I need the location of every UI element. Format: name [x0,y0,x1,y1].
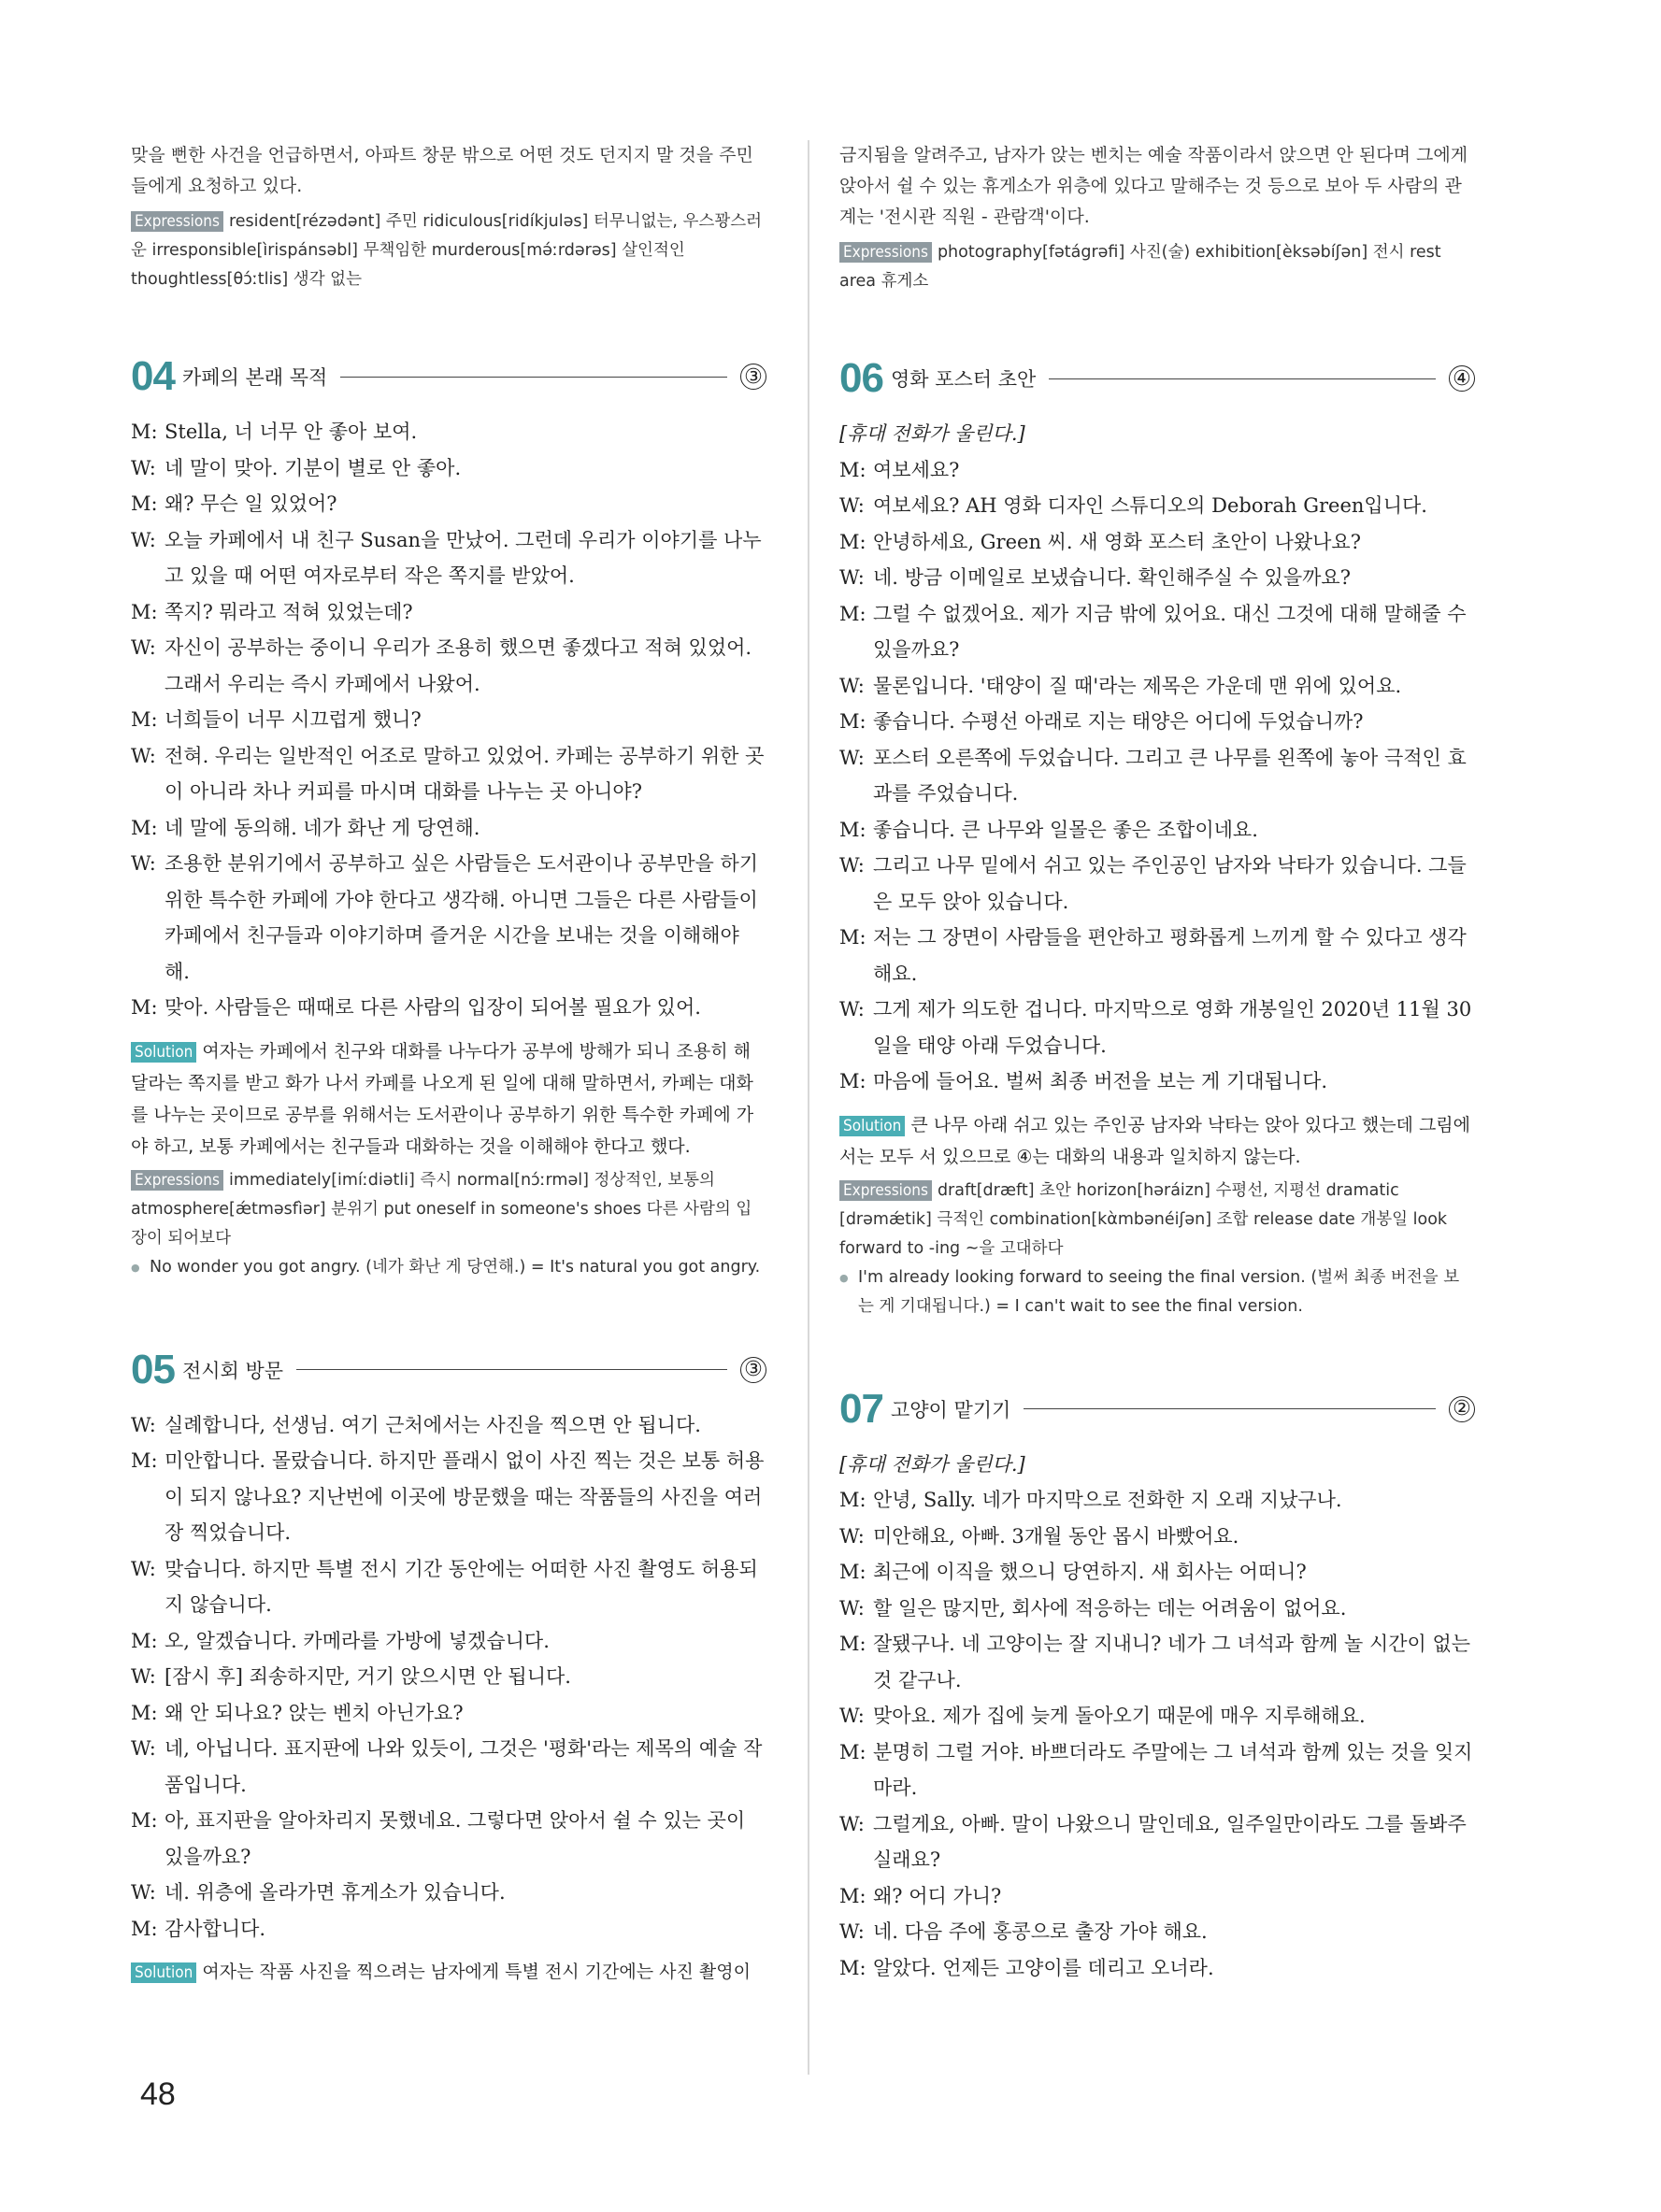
dialogue-line: W: 조용한 분위기에서 공부하고 싶은 사람들은 도서관이나 공부만을 하기 위한 특수한 카페에 가야 한다고 생각해. 아니면 그들은 다른 사람들이 카페에서 친구들과 이야기하며 즐거운 시간을 보내는 것을 이해해야 해. [131,852,759,983]
q04-rule [340,377,727,378]
q04-tip: ● No wonder you got angry. (네가 화난 게 당연해.) = It's natural you got angry. [131,1253,766,1282]
dialogue-line: M: 왜? 무슨 일 있었어? [131,492,337,515]
dialogue-line: W: 여보세요? AH 영화 디자인 스튜디오의 Deborah Green입니다. [839,494,1427,517]
dialogue-line: M: 저는 그 장면이 사람들을 편안하고 평화롭게 느끼게 할 수 있다고 생각해요. [839,926,1467,985]
dialogue-line: W: 실례합니다, 선생님. 여기 근처에서는 사진을 찍으면 안 됩니다. [131,1413,701,1436]
q07-number: 07 [839,1385,883,1432]
question-05 [131,1346,766,1989]
dialogue-line: M: 그럴 수 없겠어요. 제가 지금 밖에 있어요. 대신 그것에 대해 말해줄 수 있을까요? [839,602,1467,661]
q06-answer: ④ [1449,365,1475,392]
expressions-tag: Expressions [839,242,932,263]
dialogue-line: M: 미안합니다. 몰랐습니다. 하지만 플래시 없이 사진 찍는 것은 보통 허용이 되지 않나요? 지난번에 이곳에 방문했을 때는 작품들의 사진을 여러 장 찍었습니다. [131,1449,765,1544]
q06-solution: Solution 큰 나무 아래 쉬고 있는 주인공 남자와 낙타는 앉아 있다고 했는데 그림에서는 모두 서 있으므로 ④는 대화의 내용과 일치하지 않는다. [839,1114,1471,1167]
dialogue-line: M: 감사합니다. [131,1917,266,1940]
left-top-expressions [131,207,766,294]
q04-solution: Solution 여자는 카페에서 친구와 대화를 나누다가 공부에 방해가 되니 조용히 해 달라는 쪽지를 받고 화가 나서 카페를 나오게 된 일에 대해 말하면서, 카페는 대화를 나누는 곳이므로 공부를 위해서는 도서관이나 공부하기 위한 특수한 카페에 가야 하고, 보통 카페에서는 친구들과 대화하는 것을 이해해야 한다고 했다. [131,1040,754,1157]
dialogue-line: M: 쪽지? 뭐라고 적혀 있었는데? [131,600,413,623]
dialogue-line: M: 너희들이 너무 시끄럽게 했니? [131,708,422,731]
dialogue-line: W: 오늘 카페에서 내 친구 Susan을 만났어. 그런데 우리가 이야기를 나누고 있을 때 어떤 여자로부터 작은 쪽지를 받았어. [131,528,762,587]
dialogue-line: W: 미안해요, 아빠. 3개월 동안 몹시 바빴어요. [839,1524,1239,1548]
dialogue-line: W: 그리고 나무 밑에서 쉬고 있는 주인공인 남자와 낙타가 있습니다. 그들은 모두 앉아 있습니다. [839,854,1467,913]
expressions-tag: Expressions [131,1170,223,1191]
dialogue-line: M: 안녕하세요, Green 씨. 새 영화 포스터 초안이 나왔나요? [839,530,1361,553]
dialogue-line: M: 분명히 그럴 거야. 바쁘더라도 주말에는 그 녀석과 함께 있는 것을 잊지 마라. [839,1740,1473,1799]
dialogue-line: W: 네. 위층에 올라가면 휴게소가 있습니다. [131,1881,506,1904]
q06-expressions: Expressions draft[dræft] 초안 horizon[həráizn] 수평선, 지평선 dramatic [drəmǽtik] 극적인 combination[kὰmbənéiʃən] 조합 release date 개봉일 look forward to -ing ~을 고대하다 [839,1180,1448,1258]
q05-header [131,1346,766,1394]
dialogue-line: W: 맞습니다. 하지만 특별 전시 기간 동안에는 어떠한 사진 촬영도 허용되지 않습니다. [131,1557,758,1616]
q05-title: 전시회 방문 [181,1359,284,1382]
q04-header [131,352,766,401]
question-06 [839,354,1475,1321]
q07-rule [1024,1408,1436,1409]
dialogue-line: W: [잠시 후] 죄송하지만, 거기 앉으시면 안 됩니다. [131,1665,571,1688]
right-column [839,140,1475,1986]
q06-number: 06 [839,355,883,401]
right-top-explanation: 금지됨을 알려주고, 남자가 앉는 벤치는 예술 작품이라서 앉으면 안 된다며 그에게 앉아서 쉴 수 있는 휴게소가 위층에 있다고 말해주는 것 등으로 보아 두 사람의 관계는 '전시관 직원 - 관람객'이다. [839,145,1468,227]
q07-dialogue [839,1447,1475,1987]
q07-answer: ② [1449,1396,1475,1422]
dialogue-line: W: 전혀. 우리는 일반적인 어조로 말하고 있었어. 카페는 공부하기 위한 곳이 아니라 차나 커피를 마시며 대화를 나누는 곳 아니야? [131,744,765,803]
dialogue-line: M: 마음에 들어요. 벌써 최종 버전을 보는 게 기대됩니다. [839,1070,1328,1092]
q05-dialogue [131,1407,766,1948]
dialogue-line: M: 알았다. 언제든 고양이를 데리고 오너라. [839,1956,1214,1979]
q06-header [839,354,1475,403]
dialogue-line: M: 좋습니다. 큰 나무와 일몰은 좋은 조합이네요. [839,818,1258,841]
q07-title: 고양이 맡기기 [890,1398,1011,1421]
right-top-expressions: Expressions photography[fətágrəfi] 사진(술) exhibition[èksəbíʃən] 전시 rest area 휴게소 [839,243,1441,291]
dialogue-line: W: 그럴게요, 아빠. 말이 나왔으니 말인데요, 일주일만이라도 그를 돌봐주실래요? [839,1812,1467,1871]
q04-title: 카페의 본래 목적 [181,366,328,389]
dialogue-line: W: 할 일은 많지만, 회사에 적응하는 데는 어려움이 없어요. [839,1596,1347,1620]
dialogue-line: M: 잘됐구나. 네 고양이는 잘 지내니? 네가 그 녀석과 함께 놀 시간이 없는 것 같구나. [839,1633,1471,1691]
dialogue-line: M: 오, 알겠습니다. 카메라를 가방에 넣겠습니다. [131,1629,550,1652]
page-number: 48 [140,2076,176,2112]
q06-dialogue [839,416,1475,1100]
dialogue-line: W: 자신이 공부하는 중이니 우리가 조용히 했으면 좋겠다고 적혀 있었어. 그래서 우리는 즉시 카페에서 나왔어. [131,636,752,695]
dialogue-line: M: 네 말에 동의해. 네가 화난 게 당연해. [131,816,480,839]
q06-title: 영화 포스터 초안 [890,368,1037,391]
expressions-tag: Expressions [839,1180,932,1201]
q06-rule [1049,378,1436,379]
dialogue-line: M: 최근에 이직을 했으니 당연하지. 새 회사는 어떠니? [839,1561,1307,1583]
q04-number: 04 [131,353,175,399]
dialogue-line: W: 네. 방금 이메일로 보냈습니다. 확인해주실 수 있을까요? [839,566,1351,589]
dialogue-line: M: 아, 표지판을 알아차리지 못했네요. 그렇다면 앉아서 쉴 수 있는 곳이 있을까요? [131,1809,746,1868]
solution-tag: Solution [131,1042,196,1063]
solution-tag: Solution [131,1962,196,1983]
left-top-explanation: 맞을 뻔한 사건을 언급하면서, 아파트 창문 밖으로 어떤 것도 던지지 말 것을 주민들에게 요청하고 있다. [131,145,753,196]
dialogue-line: W: 그게 제가 의도한 겁니다. 마지막으로 영화 개봉일인 2020년 11월 30일을 태양 아래 두었습니다. [839,998,1472,1057]
q05-rule [296,1369,727,1370]
q05-answer: ③ [740,1357,766,1383]
q04-answer: ③ [740,364,766,390]
dialogue-line: M: 왜 안 되나요? 앉는 벤치 아닌가요? [131,1701,464,1724]
dialogue-line: W: 네, 아닙니다. 표지판에 나와 있듯이, 그것은 '평화'라는 제목의 예술 작품입니다. [131,1737,763,1796]
dialogue-line: M: Stella, 너 너무 안 좋아 보여. [131,421,418,443]
solution-tag: Solution [839,1116,905,1136]
dialogue-line: M: 여보세요? [839,458,960,481]
left-column [131,140,766,1988]
dialogue-line: M: 안녕, Sally. 네가 마지막으로 전화한 지 오래 지났구나. [839,1489,1342,1511]
dialogue-line: M: 왜? 어디 가니? [839,1884,1002,1907]
q04-dialogue [131,414,766,1026]
dialogue-line: W: 네 말이 맞아. 기분이 별로 안 좋아. [131,456,462,479]
q05-solution: Solution 여자는 작품 사진을 찍으려는 남자에게 특별 전시 기간에는 사진 촬영이 [131,1956,766,1988]
stage-direction: [휴대 전화가 울린다.] [839,1452,1025,1476]
q07-header [839,1385,1475,1434]
dialogue-line: W: 맞아요. 제가 집에 늦게 돌아오기 때문에 매우 지루해해요. [839,1705,1366,1727]
stage-direction: [휴대 전화가 울린다.] [839,422,1025,445]
q05-number: 05 [131,1346,175,1392]
dialogue-line: W: 네. 다음 주에 홍콩으로 출장 가야 해요. [839,1920,1208,1943]
question-07 [839,1385,1475,1987]
q04-expressions: Expressions immediately[imíːdiətli] 즉시 normal[nɔ́ːrməl] 정상적인, 보통의 atmosphere[ǽtməsfìər] 분위기 put oneself in someone's shoes 다른 사람의 입장이 되어보다 [131,1170,752,1248]
q06-tip: ● I'm already looking forward to seeing the final version. (벌써 최종 버전을 보는 게 기대됩니다.) = I can't wait to see the final version. [839,1263,1475,1321]
left-top-expressions-text: resident[rézədənt] 주민 ridiculous[ridíkjuləs] 터무니없는, 우스꽝스러운 irresponsible[ìrispánsəbl] 무책임한 murderous[mə́ːrdərəs] 살인적인 thoughtless[θɔ́ːtlis] 생각 없는 [131,212,763,289]
expressions-tag: Expressions [131,211,223,232]
column-divider [808,140,809,2075]
dialogue-line: M: 맞아. 사람들은 때때로 다른 사람의 입장이 되어볼 필요가 있어. [131,996,701,1019]
dialogue-line: M: 좋습니다. 수평선 아래로 지는 태양은 어디에 두었습니까? [839,710,1364,733]
question-04 [131,352,766,1282]
dialogue-line: W: 포스터 오른쪽에 두었습니다. 그리고 큰 나무를 왼쪽에 놓아 극적인 효과를 주었습니다. [839,746,1467,805]
dialogue-line: W: 물론입니다. '태양이 질 때'라는 제목은 가운데 맨 위에 있어요. [839,674,1402,697]
